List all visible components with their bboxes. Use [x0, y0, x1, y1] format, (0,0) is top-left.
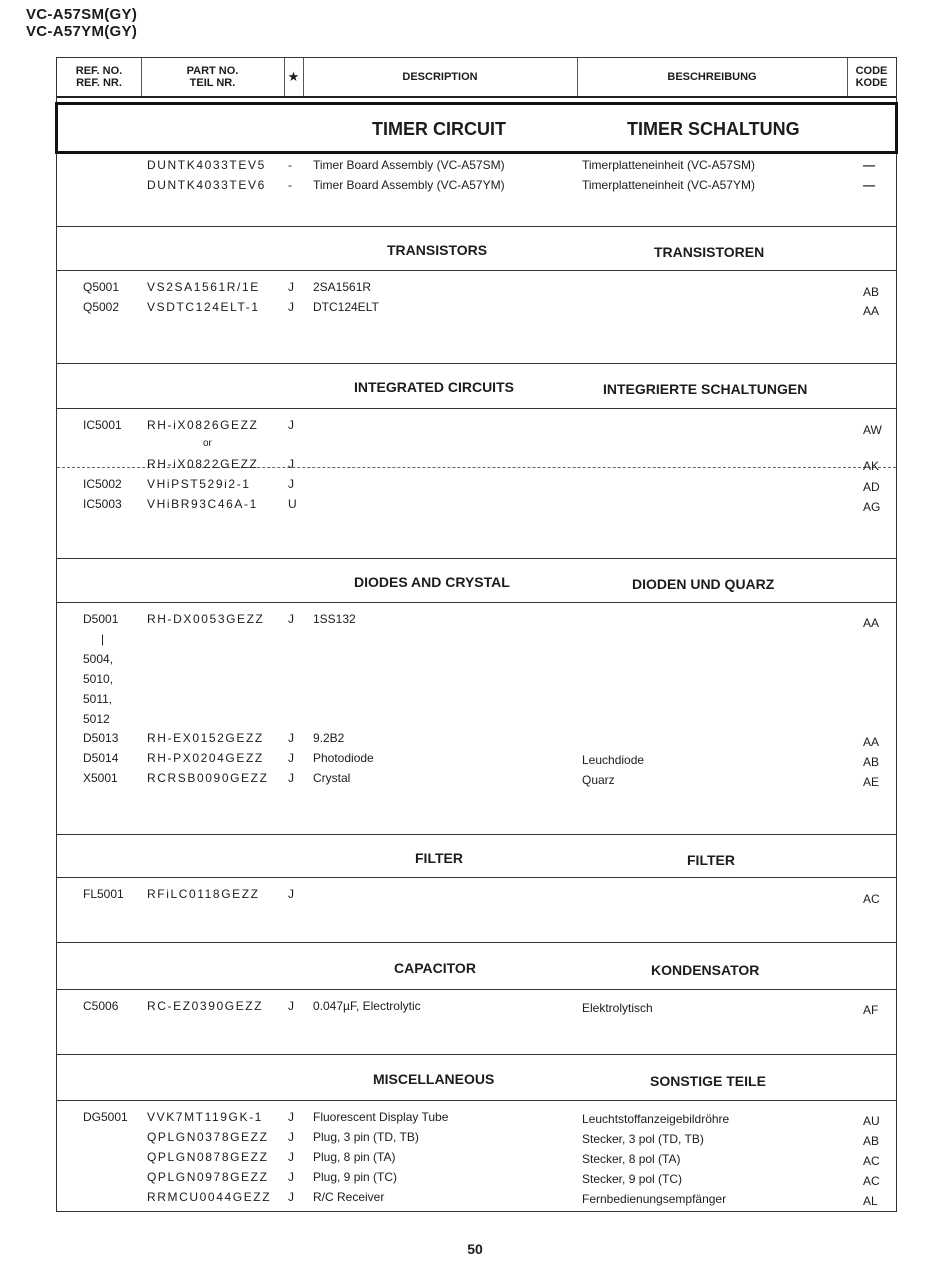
category-title-de: INTEGRIERTE SCHALTUNGEN [603, 381, 808, 397]
ref-range-item: 5012 [83, 712, 110, 726]
ref-range-item: 5010, [83, 672, 114, 686]
model-name: VC-A57SM(GY) [26, 6, 138, 23]
code: AD [863, 480, 880, 494]
part-no: RCRSB0090GEZZ [147, 771, 269, 785]
ref-no: D5014 [83, 751, 119, 765]
ref-no: IC5002 [83, 477, 122, 491]
star-mark: J [288, 457, 294, 471]
ref-no: Q5002 [83, 300, 120, 314]
part-no: RRMCU0044GEZZ [147, 1190, 272, 1204]
part-no: VHiPST529i2-1 [147, 477, 251, 491]
table-row [57, 1130, 896, 1148]
star-mark: J [288, 1170, 294, 1184]
table-row [57, 731, 896, 749]
star-mark: J [288, 612, 294, 626]
category-title-de: FILTER [687, 852, 735, 868]
section-title-en: TIMER CIRCUIT [372, 119, 506, 139]
category-title-en: FILTER [415, 850, 463, 866]
star-mark: J [288, 731, 294, 745]
section-title-de: TIMER SCHALTUNG [627, 119, 800, 139]
star-mark: J [288, 418, 294, 432]
description: Plug, 9 pin (TC) [313, 1170, 398, 1184]
code: AA [863, 735, 880, 749]
ref-range [83, 629, 113, 729]
header-label: TEIL NR. [189, 77, 236, 89]
part-no-header [141, 58, 284, 96]
category-title-de: DIODEN UND QUARZ [632, 576, 775, 592]
star-mark: - [288, 178, 292, 192]
part-no: RH-iX0822GEZZ [147, 457, 259, 471]
description: 9.2B2 [313, 731, 345, 745]
star-mark: J [288, 887, 294, 901]
ref-no: C5006 [83, 999, 119, 1013]
code: AK [863, 459, 880, 473]
code: AG [863, 500, 881, 514]
code: AA [863, 304, 880, 318]
table-row [57, 999, 896, 1017]
part-no: QPLGN0978GEZZ [147, 1170, 269, 1184]
model-list [26, 6, 137, 40]
code: AB [863, 1134, 880, 1148]
description: Fluorescent Display Tube [313, 1110, 449, 1124]
code: AL [863, 1194, 878, 1208]
star-mark: J [288, 1130, 294, 1144]
star-mark: U [288, 497, 297, 511]
part-no: VVK7MT119GK-1 [147, 1110, 263, 1124]
star-mark: J [288, 1190, 294, 1204]
part-no: RFiLC0118GEZZ [147, 887, 260, 901]
code: AU [863, 1114, 880, 1128]
beschreibung: Stecker, 9 pol (TC) [582, 1172, 683, 1186]
description: Timer Board Assembly (VC-A57SM) [313, 158, 505, 172]
part-no: RH-EX0152GEZZ [147, 731, 264, 745]
star-mark: J [288, 477, 294, 491]
beschreibung: Timerplatteneinheit (VC-A57SM) [582, 158, 755, 172]
description: DTC124ELT [313, 300, 379, 314]
code: AB [863, 755, 880, 769]
description: R/C Receiver [313, 1190, 385, 1204]
code: AB [863, 285, 880, 299]
code: — [863, 158, 875, 172]
ref-no: Q5001 [83, 280, 120, 294]
star-mark: - [288, 158, 292, 172]
beschreibung: Leuchdiode [582, 753, 645, 767]
category-title-de: TRANSISTOREN [654, 244, 765, 260]
or-label: or [203, 438, 212, 449]
part-no: QPLGN0378GEZZ [147, 1130, 269, 1144]
table-row [57, 418, 896, 436]
code: AW [863, 423, 882, 437]
part-no: VSDTC124ELT-1 [147, 300, 260, 314]
table-row [57, 771, 896, 789]
ref-range-item: 5004, [83, 652, 114, 666]
header-label: BESCHREIBUNG [667, 71, 757, 83]
category-title-de: SONSTIGE TEILE [650, 1073, 766, 1089]
table-row [57, 178, 896, 196]
beschreibung-header [577, 58, 847, 96]
section-title-box [55, 102, 898, 154]
table-row [57, 457, 896, 475]
header-label: REF. NO. [75, 65, 123, 77]
description: Timer Board Assembly (VC-A57YM) [313, 178, 505, 192]
description: Photodiode [313, 751, 374, 765]
code: AC [863, 892, 880, 906]
star-header [284, 58, 303, 96]
ref-no: X5001 [83, 771, 118, 785]
description: 2SA1561R [313, 280, 372, 294]
beschreibung: Stecker, 3 pol (TD, TB) [582, 1132, 704, 1146]
category-title-en: INTEGRATED CIRCUITS [354, 379, 514, 395]
table-row [57, 300, 896, 318]
description: Plug, 3 pin (TD, TB) [313, 1130, 419, 1144]
header-label: REF. NR. [76, 77, 122, 89]
part-no: DUNTK4033TEV5 [147, 158, 266, 172]
code-header [847, 58, 896, 96]
part-no: RH-PX0204GEZZ [147, 751, 264, 765]
star-mark: J [288, 280, 294, 294]
table-row [57, 612, 896, 630]
table-header [57, 58, 896, 98]
category-title-de: KONDENSATOR [651, 962, 760, 978]
category-title-en: TRANSISTORS [387, 242, 488, 258]
beschreibung: Timerplatteneinheit (VC-A57YM) [582, 178, 755, 192]
star-mark: J [288, 1110, 294, 1124]
star-mark: J [288, 1150, 294, 1164]
category-title-en: CAPACITOR [394, 960, 476, 976]
description-header [303, 58, 577, 96]
part-no: VHiBR93C46A-1 [147, 497, 258, 511]
description: 1SS132 [313, 612, 356, 626]
star-mark: J [288, 771, 294, 785]
star-mark: J [288, 999, 294, 1013]
table-row [57, 1170, 896, 1188]
page-number: 50 [467, 1241, 483, 1257]
category-title-en: DIODES AND CRYSTAL [354, 574, 510, 590]
header-label: DESCRIPTION [402, 71, 478, 83]
parts-list-table [56, 57, 897, 1212]
part-no: RH-DX0053GEZZ [147, 612, 265, 626]
header-label: KODE [855, 77, 888, 89]
table-row [57, 280, 896, 298]
code: AE [863, 775, 880, 789]
beschreibung: Stecker, 8 pol (TA) [582, 1152, 681, 1166]
part-no: QPLGN0878GEZZ [147, 1150, 269, 1164]
ref-range-item: | [101, 632, 105, 646]
description: Crystal [313, 771, 351, 785]
ref-no-header [57, 58, 141, 96]
table-row [57, 497, 896, 515]
part-no: VS2SA1561R/1E [147, 280, 260, 294]
table-row [57, 1150, 896, 1168]
code: — [863, 178, 875, 192]
table-row [57, 477, 896, 495]
star-mark: J [288, 300, 294, 314]
ref-range-item: 5011, [83, 692, 113, 706]
beschreibung: Fernbedienungsempfänger [582, 1192, 727, 1206]
code: AA [863, 616, 880, 630]
star-icon: ★ [287, 69, 300, 84]
star-mark: J [288, 751, 294, 765]
part-no: RH-iX0826GEZZ [147, 418, 259, 432]
part-no: RC-EZ0390GEZZ [147, 999, 264, 1013]
table-row [57, 887, 896, 905]
beschreibung: Elektrolytisch [582, 1001, 653, 1015]
part-no: DUNTK4033TEV6 [147, 178, 266, 192]
ref-no: IC5001 [83, 418, 122, 432]
table-row [57, 751, 896, 769]
header-label: PART NO. [186, 65, 239, 77]
table-row [57, 1110, 896, 1128]
beschreibung: Quarz [582, 773, 615, 787]
table-row [57, 158, 896, 176]
code: AC [863, 1154, 880, 1168]
description: 0.047µF, Electrolytic [313, 999, 421, 1013]
ref-no: FL5001 [83, 887, 124, 901]
ref-no: D5001 [83, 612, 119, 626]
ref-no: DG5001 [83, 1110, 128, 1124]
model-name: VC-A57YM(GY) [26, 23, 138, 40]
beschreibung: Leuchtstoffanzeigebildröhre [582, 1112, 730, 1126]
ref-no: D5013 [83, 731, 119, 745]
header-label: CODE [855, 65, 888, 77]
ref-no: IC5003 [83, 497, 122, 511]
code: AF [863, 1003, 879, 1017]
table-row [57, 1190, 896, 1208]
category-title-en: MISCELLANEOUS [373, 1071, 495, 1087]
code: AC [863, 1174, 880, 1188]
description: Plug, 8 pin (TA) [313, 1150, 396, 1164]
